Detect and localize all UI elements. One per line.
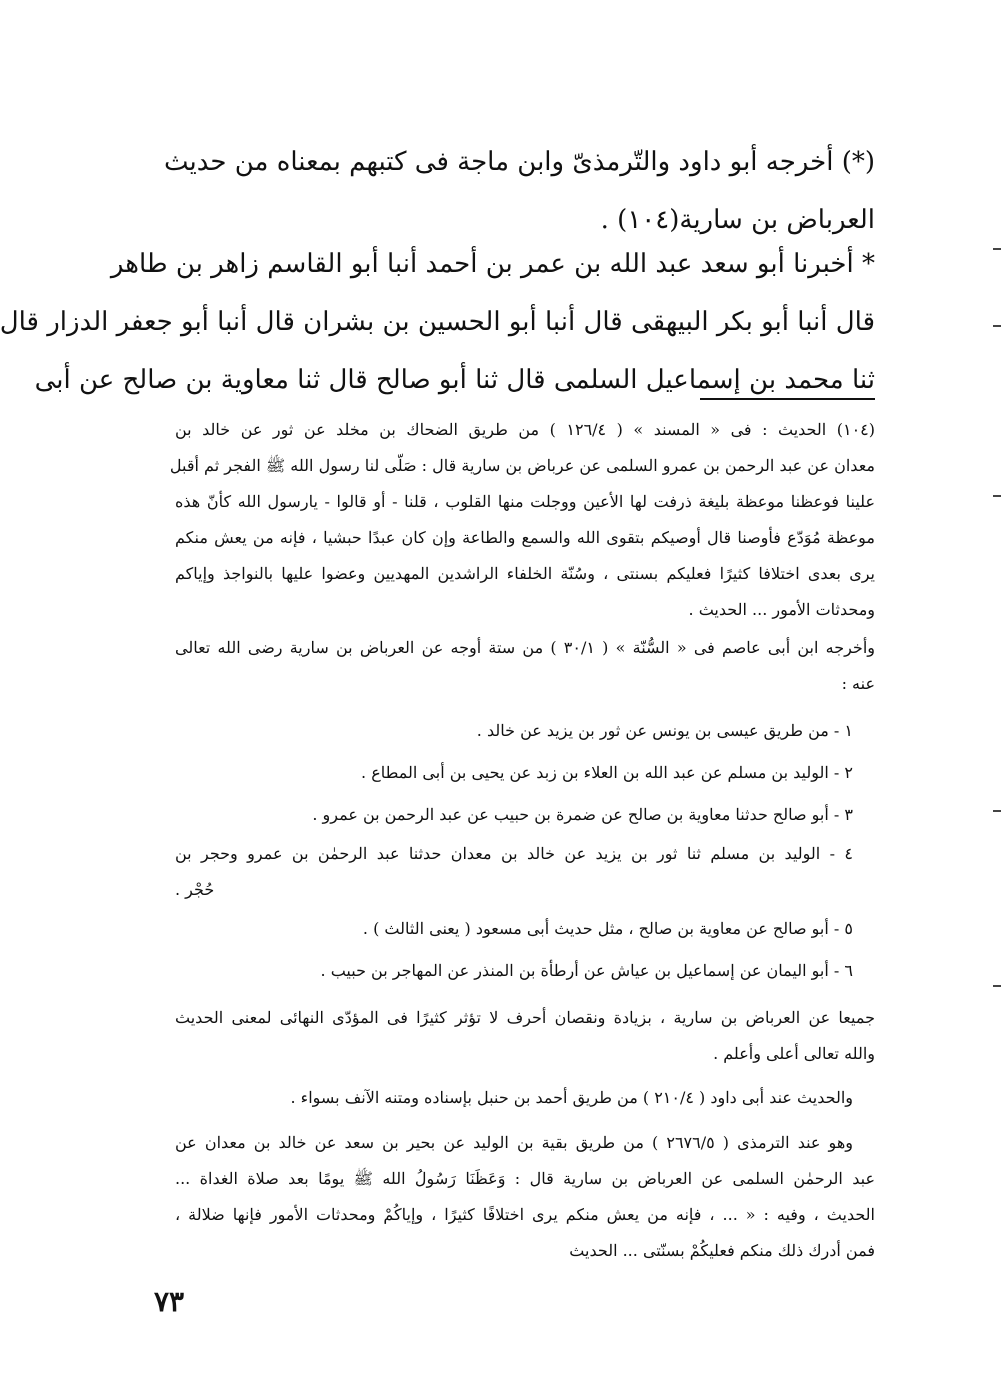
- footnote-line: الحديث ، وفيه : « ... ، فإنه من يعش منكم يرى اختلافًا كثيرًا ، وإياكُمْ ومحدثات الأمور فإنها ضلالة ،: [175, 1205, 875, 1224]
- footnote-line: يرى بعدى اختلافا كثيرًا فعليكم بسنتى ، وسُنّة الخلفاء الراشدين المهديين وعضوا عليها بالنواجذ وإياكم: [175, 564, 875, 583]
- footnote-summary: [175, 1000, 875, 1072]
- footnote-line: والحديث عند أبى داود ( ٢١٠/٤ ) من طريق أحمد بن حنبل بإسناده ومتنه الآنف بسواء .: [290, 1088, 853, 1107]
- edge-tick: [993, 248, 1001, 250]
- footnote-line: جميعا عن العرباض بن سارية ، بزيادة ونقصان أحرف لا تؤثر كثيرًا فى المؤدّى النهائى لمعنى الحديث: [175, 1008, 875, 1027]
- footnote-ibn-abi-asim: [175, 630, 875, 702]
- main-line: (*) أخرجه أبو داود والتّرمذىّ وابن ماجة فى كتبهم بمعناه من حديث: [163, 147, 875, 177]
- footnote-line: (١٠٤) الحديث : فى « المسند » ( ١٢٦/٤ ) من طريق الضحاك بن مخلد عن ثور عن خالد بن: [175, 420, 875, 439]
- footnote-line: وأخرجه ابن أبى عاصم فى « السُّنّة » ( ٣٠/١ ) من ستة أوجه عن العرباض بن سارية رضى الله تعالى: [175, 638, 875, 657]
- main-line: العرباض بن سارية(١٠٤) .: [600, 205, 875, 235]
- edge-tick: [993, 325, 1001, 327]
- footnote-line: فمن أدرك ذلك منكم فعليكُمْ بسنّتى ... الحديث: [569, 1241, 875, 1260]
- list-item: ٣ - أبو صالح حدثنا معاوية بن صالح عن ضمرة بن حبيب عن عبد الرحمن بن عمرو .: [312, 805, 853, 824]
- footnote-tirmidhi: [175, 1125, 875, 1269]
- main-line: قال أنبا أبو بكر البيهقى قال أنبا أبو الحسين بن بشران قال أنبا أبو جعفر الدزار قال: [0, 307, 875, 337]
- chains-list: [175, 710, 875, 992]
- footnote-line: ومحدثات الأمور ... الحديث .: [688, 600, 875, 619]
- list-item: ٢ - الوليد بن مسلم عن عبد الله بن العلاء بن زبد عن يحيى بن أبى المطاع .: [361, 763, 853, 782]
- footnote-line: وهو عند الترمذى ( ٢٦٧٦/٥ ) من طريق بقية بن الوليد عن بحير بن سعد عن خالد بن معدان عن: [175, 1133, 853, 1152]
- list-item: ١ - من طريق عيسى بن يونس عن ثور بن يزيد عن خالد .: [476, 721, 853, 740]
- footnote-line: علينا فوعظنا موعظة بليغة ذرفت لها الأعين ووجلت منها القلوب ، قلنا - أو قالوا - يارسول الله كأنّ هذه: [175, 492, 875, 511]
- footnote-104: [169, 412, 875, 628]
- footnote-line: موعظة مُوَدّع فأوصنا قال أوصيكم بتقوى الله والسمع والطاعة وإن كان عبدًا حبشيا ، فإنه من يعش منكم: [175, 528, 875, 547]
- footnote-line: معدان عن عبد الرحمن بن عمرو السلمى عن عرباض بن سارية قال : صَلّى لنا رسول الله ﷺ الفجر ثم أقبل: [169, 456, 875, 475]
- list-item-continuation: حُجْر .: [175, 880, 215, 899]
- footnote-line: عنه :: [841, 674, 875, 693]
- list-item: ٥ - أبو صالح عن معاوية بن صالح ، مثل حديث أبى مسعود ( يعنى الثالث ) .: [362, 919, 853, 938]
- footnote-separator: [700, 398, 875, 400]
- main-line: ثنا محمد بن إسماعيل السلمى قال ثنا أبو صالح قال ثنا معاوية بن صالح عن أبى: [34, 365, 875, 395]
- edge-tick: [993, 985, 1001, 987]
- page-number: ٧٣: [154, 1285, 185, 1318]
- edge-tick: [993, 495, 1001, 497]
- main-text-paragraph-1: [163, 133, 875, 249]
- edge-tick: [993, 810, 1001, 812]
- list-item: ٦ - أبو اليمان عن إسماعيل بن عياش عن أرطأة بن المنذر عن المهاجر بن حبيب .: [320, 961, 853, 980]
- list-item: ٤ - الوليد بن مسلم ثنا ثور بن يزيد عن خالد بن معدان حدثنا عبد الرحمٰن بن عمرو وحجر بن: [175, 844, 853, 863]
- footnote-line: والله تعالى أعلى وأعلم .: [713, 1044, 875, 1063]
- footnote-abu-dawud: [175, 1080, 875, 1116]
- main-text-paragraph-2: [0, 235, 875, 409]
- footnote-line: عبد الرحمٰن السلمى عن العرباض بن سارية قال : وَعَظَنَا رَسُولُ الله ﷺ يومًا بعد صلاة الغداة ...: [175, 1169, 876, 1188]
- main-line: * أخبرنا أبو سعد عبد الله بن عمر بن أحمد أنبا أبو القاسم زاهر بن طاهر: [110, 249, 875, 279]
